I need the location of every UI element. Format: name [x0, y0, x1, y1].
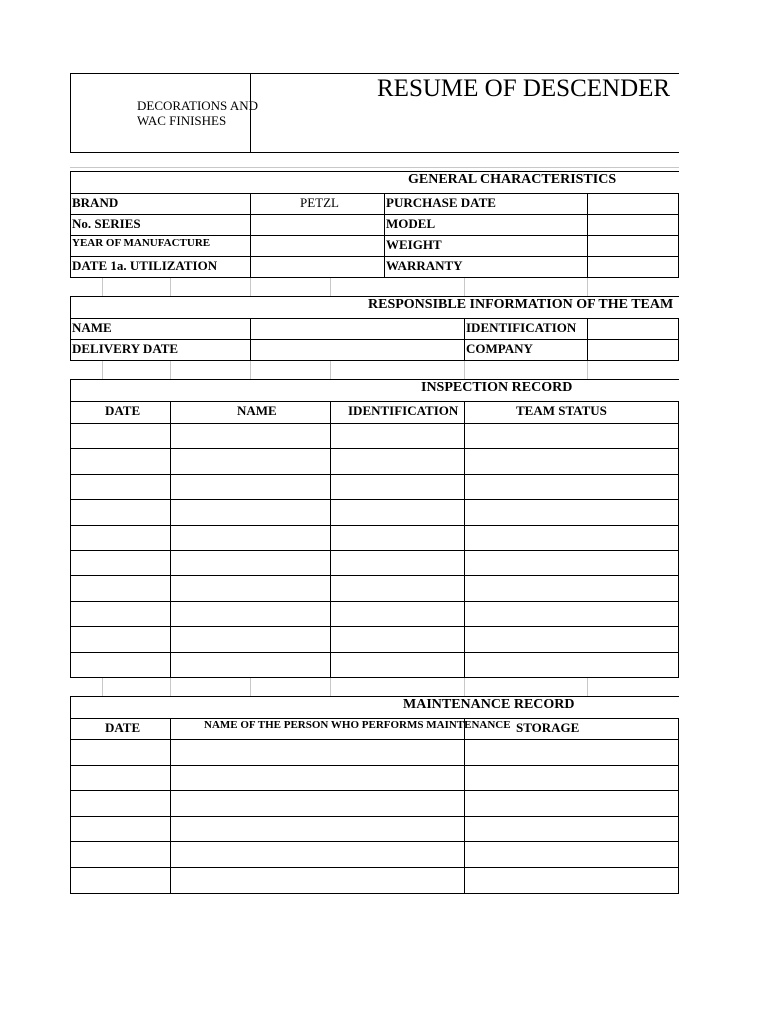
inspection-row-cell[interactable]	[465, 576, 678, 600]
inspection-row-cell[interactable]	[171, 551, 330, 575]
responsible-right-border	[678, 318, 679, 361]
responsible-name-label: NAME	[72, 320, 112, 335]
maintenance-row-cell[interactable]	[71, 868, 170, 893]
maintenance-heading-top-border	[70, 696, 679, 697]
inspection-row-cell[interactable]	[331, 627, 464, 651]
inspection-row-cell[interactable]	[171, 500, 330, 524]
maintenance-row-cell[interactable]	[465, 740, 678, 765]
inspection-row-cell[interactable]	[465, 449, 678, 473]
header-bottom-border	[70, 152, 679, 153]
header-top-border	[70, 73, 679, 74]
inspection-row-cell[interactable]	[71, 449, 170, 473]
inspection-row-cell[interactable]	[171, 475, 330, 499]
maintenance-row-cell[interactable]	[171, 817, 464, 842]
inspection-heading-top-border	[70, 379, 679, 380]
inspection-row-cell[interactable]	[465, 500, 678, 524]
spacer-tick	[464, 361, 465, 379]
delivery-date-field[interactable]	[251, 340, 464, 360]
inspection-row-cell[interactable]	[171, 627, 330, 651]
spacer-tick	[102, 278, 103, 296]
maintenance-row-cell[interactable]	[465, 817, 678, 842]
maintenance-row-cell[interactable]	[71, 791, 170, 816]
inspection-row-cell[interactable]	[71, 576, 170, 600]
spacer-tick	[170, 678, 171, 696]
inspection-right-border	[678, 401, 679, 678]
purchase-date-field[interactable]	[589, 194, 678, 214]
inspection-row-cell[interactable]	[71, 424, 170, 448]
general-left-border	[70, 171, 71, 278]
inspection-row-cell[interactable]	[465, 424, 678, 448]
inspection-record-heading: INSPECTION RECORD	[421, 380, 573, 395]
spacer-tick	[170, 361, 171, 379]
maintenance-record-heading: MAINTENANCE RECORD	[403, 697, 575, 712]
model-field[interactable]	[589, 215, 678, 235]
maintenance-col-storage: STORAGE	[516, 720, 580, 735]
maintenance-row-line	[70, 893, 679, 894]
inspection-row-cell[interactable]	[331, 449, 464, 473]
brand-label: BRAND	[72, 195, 119, 210]
inspection-row-cell[interactable]	[71, 602, 170, 626]
maintenance-row-cell[interactable]	[465, 791, 678, 816]
inspection-row-cell[interactable]	[171, 526, 330, 550]
inspection-col-name: NAME	[237, 403, 277, 418]
warranty-field[interactable]	[589, 257, 678, 277]
maintenance-row-cell[interactable]	[71, 740, 170, 765]
inspection-col-identification: IDENTIFICATION	[348, 403, 459, 418]
inspection-col-date: DATE	[105, 403, 141, 418]
series-label: No. SERIES	[72, 216, 141, 231]
responsible-name-field[interactable]	[251, 319, 464, 339]
spacer-tick	[587, 278, 588, 296]
maintenance-row-cell[interactable]	[465, 842, 678, 867]
responsible-left-border	[70, 296, 71, 361]
inspection-row-cell[interactable]	[465, 602, 678, 626]
general-right-border	[678, 193, 679, 278]
spacer-tick	[587, 678, 588, 696]
inspection-row-cell[interactable]	[71, 653, 170, 677]
inspection-row-cell[interactable]	[331, 653, 464, 677]
inspection-row-cell[interactable]	[465, 551, 678, 575]
weight-label: WEIGHT	[386, 237, 442, 252]
maintenance-row-cell[interactable]	[171, 868, 464, 893]
inspection-row-cell[interactable]	[331, 602, 464, 626]
year-of-manufacture-label: YEAR OF MANUFACTURE	[72, 237, 211, 249]
inspection-row-cell[interactable]	[465, 475, 678, 499]
inspection-row-cell[interactable]	[71, 500, 170, 524]
spacer-tick	[330, 278, 331, 296]
inspection-row-cell[interactable]	[465, 653, 678, 677]
company-name-line1: DECORATIONS AND	[137, 98, 258, 113]
maintenance-row-cell[interactable]	[71, 817, 170, 842]
inspection-row-cell[interactable]	[331, 526, 464, 550]
spacer-tick	[464, 278, 465, 296]
maintenance-col-performer: NAME OF THE PERSON WHO PERFORMS MAINTENANCE	[204, 719, 511, 731]
header-left-border	[70, 73, 71, 153]
spacer-line	[70, 167, 679, 168]
identification-field[interactable]	[589, 319, 678, 339]
maintenance-row-cell[interactable]	[171, 766, 464, 791]
inspection-row-cell[interactable]	[465, 526, 678, 550]
inspection-row-cell[interactable]	[331, 576, 464, 600]
first-use-date-field[interactable]	[251, 257, 384, 277]
general-characteristics-heading: GENERAL CHARACTERISTICS	[408, 172, 617, 187]
general-col-line	[587, 193, 588, 278]
maintenance-col-date: DATE	[105, 720, 141, 735]
spacer-tick	[330, 678, 331, 696]
company-label: COMPANY	[466, 341, 533, 356]
warranty-label: WARRANTY	[386, 258, 463, 273]
responsible-information-heading: RESPONSIBLE INFORMATION OF THE TEAM	[368, 297, 674, 312]
responsible-col-line	[587, 318, 588, 361]
spacer-tick	[330, 361, 331, 379]
inspection-row-cell[interactable]	[171, 449, 330, 473]
maintenance-row-cell[interactable]	[71, 766, 170, 791]
inspection-row-cell[interactable]	[171, 424, 330, 448]
series-field[interactable]	[251, 215, 384, 235]
first-use-date-label: DATE 1a. UTILIZATION	[72, 258, 218, 273]
spacer-tick	[250, 278, 251, 296]
spacer-tick	[250, 678, 251, 696]
model-label: MODEL	[386, 216, 436, 231]
company-field[interactable]	[589, 340, 678, 360]
inspection-header-top-line	[70, 401, 679, 402]
maintenance-row-cell[interactable]	[171, 791, 464, 816]
inspection-row-cell[interactable]	[331, 500, 464, 524]
year-of-manufacture-field[interactable]	[251, 236, 384, 256]
page-title: RESUME OF DESCENDER	[377, 75, 671, 102]
inspection-row-cell[interactable]	[71, 627, 170, 651]
spacer-tick	[250, 361, 251, 379]
inspection-row-cell[interactable]	[71, 551, 170, 575]
delivery-date-label: DELIVERY DATE	[72, 341, 179, 356]
spacer-tick	[102, 361, 103, 379]
identification-label: IDENTIFICATION	[466, 320, 577, 335]
spacer-tick	[587, 361, 588, 379]
inspection-row-cell[interactable]	[331, 551, 464, 575]
inspection-row-cell[interactable]	[171, 653, 330, 677]
responsible-col-line	[464, 318, 465, 361]
maintenance-row-cell[interactable]	[71, 842, 170, 867]
inspection-row-cell[interactable]	[171, 602, 330, 626]
inspection-col-team-status: TEAM STATUS	[516, 403, 607, 418]
maintenance-row-cell[interactable]	[171, 842, 464, 867]
inspection-row-cell[interactable]	[331, 424, 464, 448]
spacer-tick	[170, 278, 171, 296]
inspection-row-cell[interactable]	[331, 475, 464, 499]
maintenance-row-cell[interactable]	[465, 868, 678, 893]
purchase-date-label: PURCHASE DATE	[386, 195, 496, 210]
inspection-row-cell[interactable]	[71, 475, 170, 499]
inspection-row-cell[interactable]	[171, 576, 330, 600]
company-name-line2: WAC FINISHES	[137, 113, 227, 128]
inspection-row-cell[interactable]	[465, 627, 678, 651]
general-col-line	[384, 193, 385, 278]
header-divider	[250, 73, 251, 153]
brand-value: PETZL	[300, 195, 339, 210]
weight-field[interactable]	[589, 236, 678, 256]
maintenance-row-cell[interactable]	[465, 766, 678, 791]
spacer-tick	[464, 678, 465, 696]
inspection-row-cell[interactable]	[71, 526, 170, 550]
maintenance-row-cell[interactable]	[171, 740, 464, 765]
spacer-tick	[102, 678, 103, 696]
